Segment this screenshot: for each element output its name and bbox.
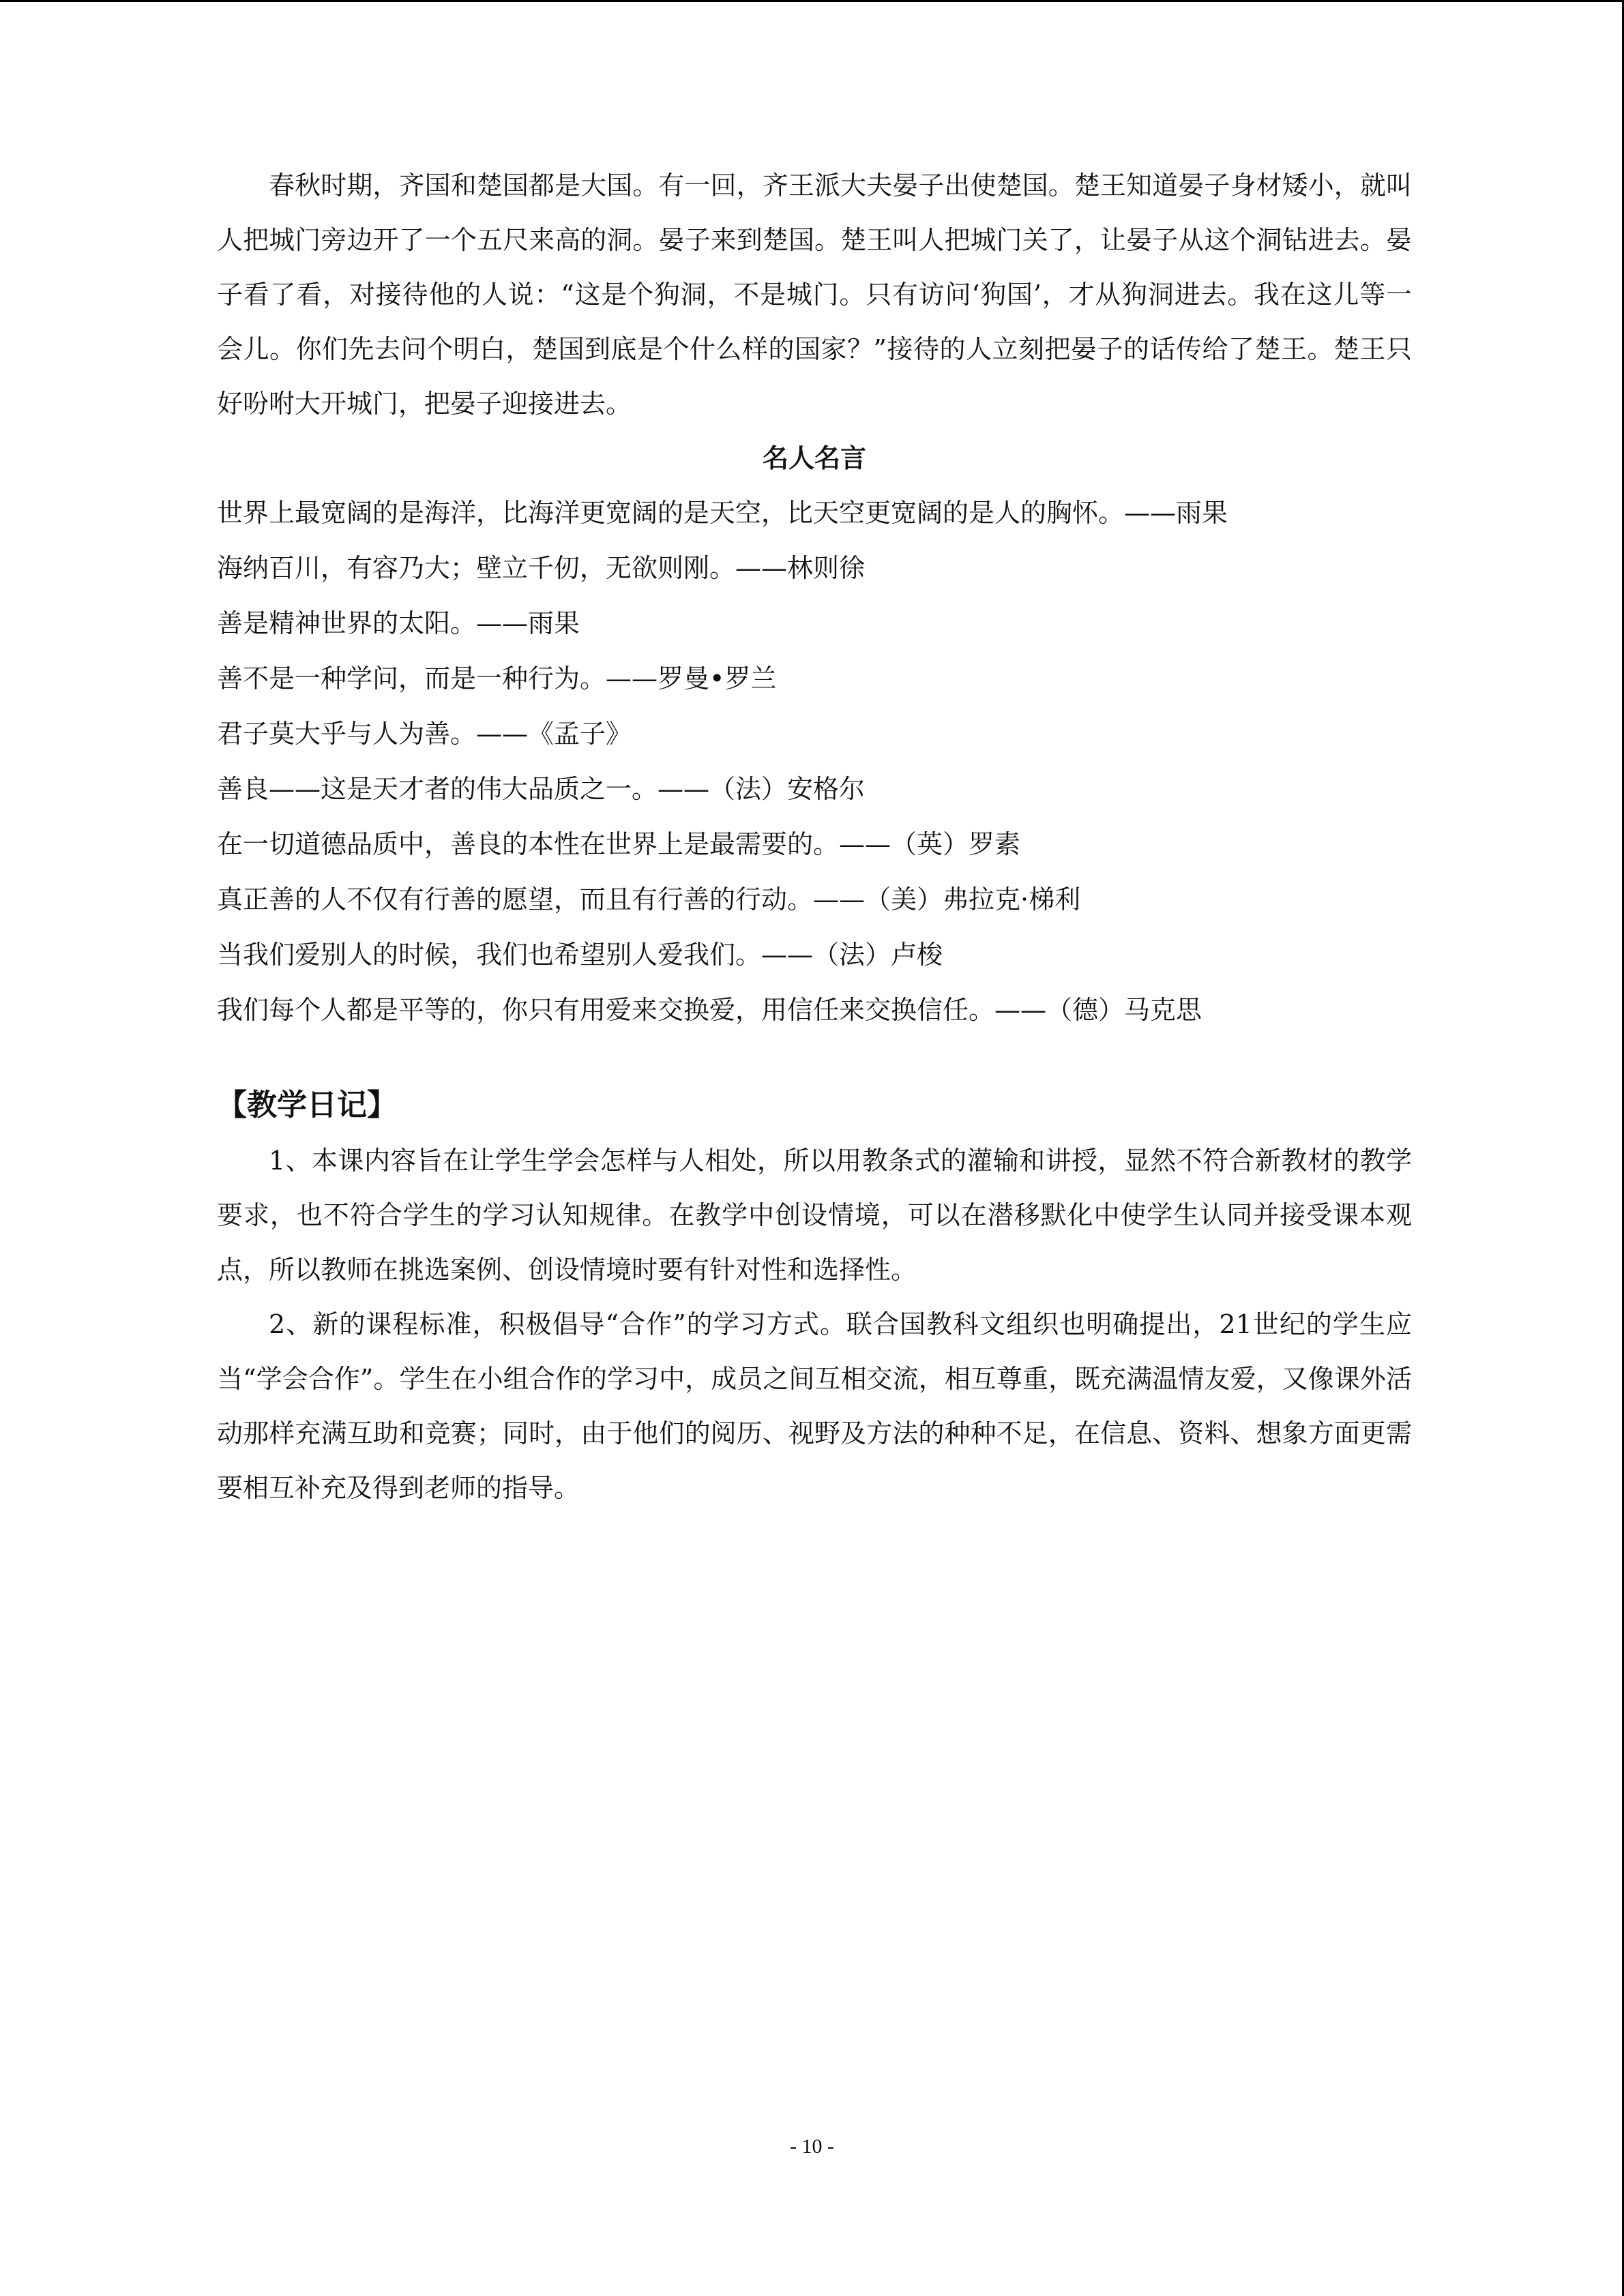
quotes-list <box>217 486 1412 1038</box>
quote-item: 世界上最宽阔的是海洋，比海洋更宽阔的是天空，比天空更宽阔的是人的胸怀。——雨果 <box>217 498 1228 528</box>
quote-item: 真正善的人不仅有行善的愿望，而且有行善的行动。——（美）弗拉克·梯利 <box>217 884 1081 914</box>
page-content <box>217 158 1412 1515</box>
quote-item: 在一切道德品质中，善良的本性在世界上是最需要的。——（英）罗素 <box>217 829 1021 859</box>
quotes-title: 名人名言 <box>762 443 866 473</box>
quote-item: 海纳百川，有容乃大；壁立千仞，无欲则刚。——林则徐 <box>217 553 866 583</box>
diary-paragraph-1: 1、本课内容旨在让学生学会怎样与人相处，所以用教条式的灌输和讲授，显然不符合新教材的教学要求，也不符合学生的学习认知规律。在教学中创设情境，可以在潜移默化中使学生认同并接受课本观点，所以教师在挑选案例、创设情境时要有针对性和选择性。 <box>217 1146 1412 1285</box>
quote-item: 善是精神世界的太阳。——雨果 <box>217 608 580 638</box>
quote-item: 善不是一种学问，而是一种行为。——罗曼•罗兰 <box>217 664 777 694</box>
page-number: - 10 - <box>790 2135 834 2158</box>
quote-item: 善良——这是天才者的伟大品质之一。——（法）安格尔 <box>217 774 866 804</box>
quote-item: 我们每个人都是平等的，你只有用爱来交换爱，用信任来交换信任。——（德）马克思 <box>217 995 1202 1025</box>
quote-item: 君子莫大乎与人为善。——《孟子》 <box>217 719 632 749</box>
diary-paragraph-2: 2、新的课程标准，积极倡导“合作”的学习方式。联合国教科文组织也明确提出，21世纪的学生应当“学会合作”。学生在小组合作的学习中，成员之间互相交流，相互尊重，既充满温情友爱，又像课外活动那样充满互助和竞赛；同时，由于他们的阅历、视野及方法的种种不足，在信息、资料、想象方面更需要相互补充及得到老师的指导。 <box>217 1309 1412 1503</box>
story-paragraph: 春秋时期，齐国和楚国都是大国。有一回，齐王派大夫晏子出使楚国。楚王知道晏子身材矮小，就叫人把城门旁边开了一个五尺来高的洞。晏子来到楚国。楚王叫人把城门关了，让晏子从这个洞钻进去。晏子看了看，对接待他的人说：“这是个狗洞，不是城门。只有访问‘狗国’，才从狗洞进去。我在这儿等一会儿。你们先去问个明白，楚国到底是个什么样的国家？”接待的人立刻把晏子的话传给了楚王。楚王只好吩咐大开城门，把晏子迎接进去。 <box>217 170 1412 419</box>
quote-item: 当我们爱别人的时候，我们也希望别人爱我们。——（法）卢梭 <box>217 940 943 970</box>
diary-heading: 【教学日记】 <box>217 1088 397 1122</box>
page-top-border <box>0 0 1624 2</box>
